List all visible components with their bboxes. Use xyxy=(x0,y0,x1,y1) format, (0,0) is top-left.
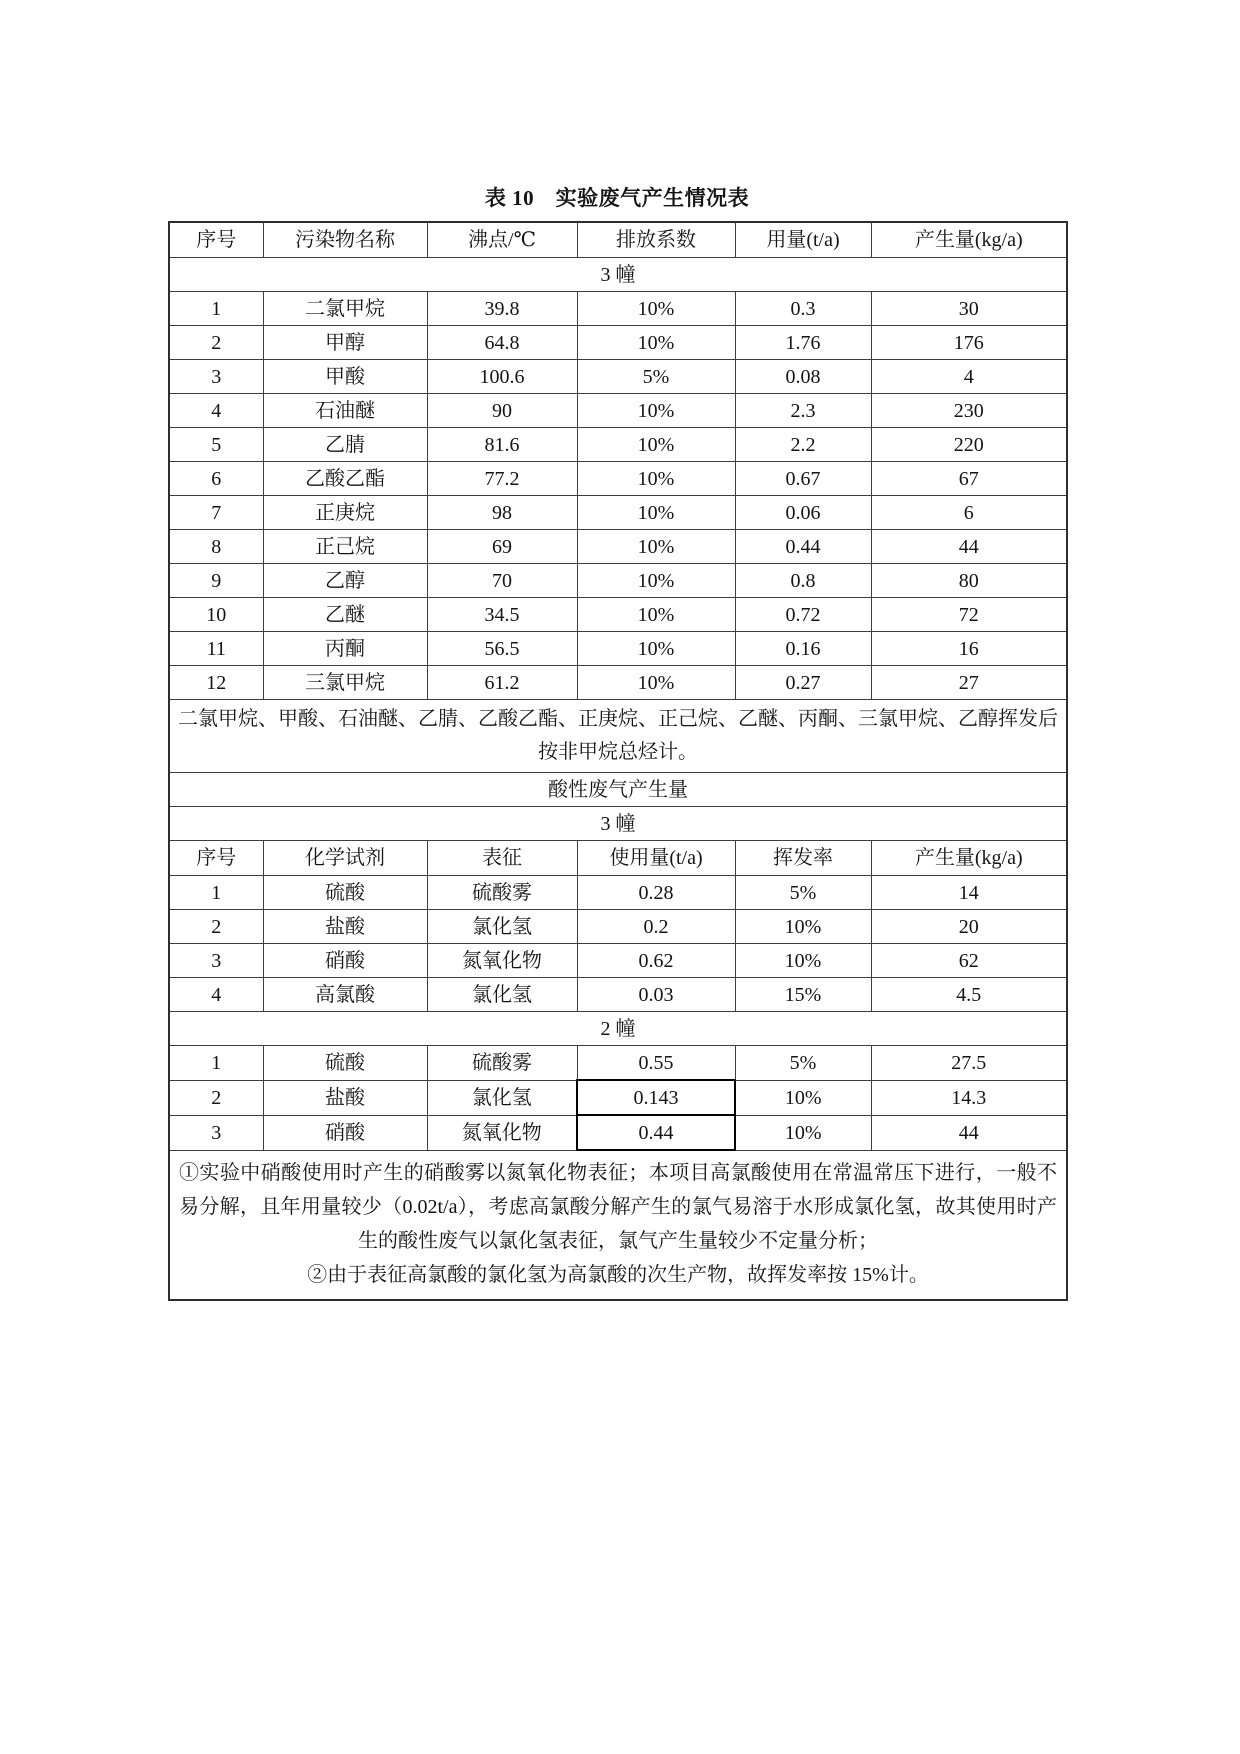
table-cell: 二氯甲烷 xyxy=(263,292,427,326)
table-cell: 0.44 xyxy=(735,530,871,564)
table-cell: 61.2 xyxy=(427,666,577,700)
acid-section-title-row xyxy=(169,773,1067,807)
table-cell: 10% xyxy=(577,462,735,496)
table-cell: 氯化氢 xyxy=(427,910,577,944)
table-cell: 20 xyxy=(871,910,1067,944)
table-cell: 2 xyxy=(169,910,263,944)
table-cell: 77.2 xyxy=(427,462,577,496)
table-cell: 9 xyxy=(169,564,263,598)
table-cell: 5% xyxy=(735,1046,871,1081)
table-cell: 7 xyxy=(169,496,263,530)
table-cell: 3 xyxy=(169,1115,263,1150)
table-cell: 10% xyxy=(577,292,735,326)
table-cell: 0.72 xyxy=(735,598,871,632)
table-cell: 乙醚 xyxy=(263,598,427,632)
table-cell: 氯化氢 xyxy=(427,1080,577,1115)
table-cell: 正庚烷 xyxy=(263,496,427,530)
table-cell: 氮氧化物 xyxy=(427,1115,577,1150)
table-cell: 10% xyxy=(577,666,735,700)
table-cell: 8 xyxy=(169,530,263,564)
table-cell: 正己烷 xyxy=(263,530,427,564)
table-cell: 硫酸 xyxy=(263,1046,427,1081)
table-cell: 70 xyxy=(427,564,577,598)
table-cell: 14 xyxy=(871,876,1067,910)
column-header: 用量(t/a) xyxy=(735,222,871,258)
table-cell: 10% xyxy=(735,1080,871,1115)
column-header: 沸点/℃ xyxy=(427,222,577,258)
table-cell: 1 xyxy=(169,1046,263,1081)
table-cell: 11 xyxy=(169,632,263,666)
solvent-row xyxy=(169,428,1067,462)
acid-row-building-2 xyxy=(169,1046,1067,1081)
table-cell: 62 xyxy=(871,944,1067,978)
solvent-row xyxy=(169,564,1067,598)
table-cell: 64.8 xyxy=(427,326,577,360)
acid-row-building-3 xyxy=(169,978,1067,1012)
table-cell: 氮氧化物 xyxy=(427,944,577,978)
footnote-paragraph: ②由于表征高氯酸的氯化氢为高氯酸的次生产物，故挥发率按 15%计。 xyxy=(307,1264,929,1286)
section-label: 2 幢 xyxy=(169,1012,1067,1046)
table-cell: 10 xyxy=(169,598,263,632)
table-cell: 34.5 xyxy=(427,598,577,632)
solvent-row xyxy=(169,666,1067,700)
table-cell: 1.76 xyxy=(735,326,871,360)
table-cell: 5 xyxy=(169,428,263,462)
table-cell: 2.3 xyxy=(735,394,871,428)
table-cell: 98 xyxy=(427,496,577,530)
table-cell: 3 xyxy=(169,944,263,978)
solvent-row xyxy=(169,360,1067,394)
solvent-row xyxy=(169,326,1067,360)
table-cell: 0.28 xyxy=(577,876,735,910)
footnote-paragraph: ①实验中硝酸使用时产生的硝酸雾以氮氧化物表征；本项目高氯酸使用在常温常压下进行，一般不易分解，且年用量较少（0.02t/a），考虑高氯酸分解产生的氯气易溶于水形成氯化氢，故其使用时产生的酸性废气以氯化氢表征，氯气产生量较少不定量分析； xyxy=(179,1162,1057,1252)
table-cell: 6 xyxy=(169,462,263,496)
table-cell: 69 xyxy=(427,530,577,564)
table-cell: 10% xyxy=(577,428,735,462)
table-cell: 硝酸 xyxy=(263,944,427,978)
solvent-row xyxy=(169,598,1067,632)
table-cell: 甲醇 xyxy=(263,326,427,360)
table-cell: 10% xyxy=(577,564,735,598)
table-cell: 16 xyxy=(871,632,1067,666)
table-cell: 三氯甲烷 xyxy=(263,666,427,700)
solvent-header-row xyxy=(169,222,1067,258)
table-cell: 39.8 xyxy=(427,292,577,326)
table-cell: 3 xyxy=(169,360,263,394)
column-header: 污染物名称 xyxy=(263,222,427,258)
table-cell: 氯化氢 xyxy=(427,978,577,1012)
table-cell: 56.5 xyxy=(427,632,577,666)
section-label: 3 幢 xyxy=(169,807,1067,841)
table-cell: 0.06 xyxy=(735,496,871,530)
table-cell: 2 xyxy=(169,326,263,360)
table-cell: 10% xyxy=(577,530,735,564)
column-header: 产生量(kg/a) xyxy=(871,841,1067,876)
table-cell: 27 xyxy=(871,666,1067,700)
acid-row-building-3 xyxy=(169,876,1067,910)
table-cell: 5% xyxy=(735,876,871,910)
table-cell: 0.143 xyxy=(577,1080,735,1115)
table-cell: 27.5 xyxy=(871,1046,1067,1081)
column-header: 表征 xyxy=(427,841,577,876)
solvent-row xyxy=(169,292,1067,326)
table-cell: 0.03 xyxy=(577,978,735,1012)
table-cell: 10% xyxy=(577,598,735,632)
table-cell: 甲酸 xyxy=(263,360,427,394)
table-cell: 1 xyxy=(169,876,263,910)
column-header: 化学试剂 xyxy=(263,841,427,876)
table-cell: 2 xyxy=(169,1080,263,1115)
column-header: 排放系数 xyxy=(577,222,735,258)
table-cell: 10% xyxy=(577,632,735,666)
section-row-building-3 xyxy=(169,258,1067,292)
table-cell: 0.67 xyxy=(735,462,871,496)
table-cell: 0.27 xyxy=(735,666,871,700)
column-header: 序号 xyxy=(169,841,263,876)
table-cell: 44 xyxy=(871,530,1067,564)
table-cell: 0.3 xyxy=(735,292,871,326)
table-title: 表 10 实验废气产生情况表 xyxy=(484,186,750,210)
acid-section-row-building-2 xyxy=(169,1012,1067,1046)
table-cell: 10% xyxy=(735,944,871,978)
waste-gas-table xyxy=(168,221,1068,1301)
table-cell: 81.6 xyxy=(427,428,577,462)
solvent-row xyxy=(169,530,1067,564)
table-cell: 10% xyxy=(577,394,735,428)
table-cell: 0.16 xyxy=(735,632,871,666)
table-cell: 14.3 xyxy=(871,1080,1067,1115)
table-cell: 72 xyxy=(871,598,1067,632)
section-label: 3 幢 xyxy=(169,258,1067,292)
table-cell: 盐酸 xyxy=(263,910,427,944)
table-cell: 高氯酸 xyxy=(263,978,427,1012)
table-cell: 0.8 xyxy=(735,564,871,598)
solvent-row xyxy=(169,496,1067,530)
table-cell: 硫酸 xyxy=(263,876,427,910)
solvent-row xyxy=(169,632,1067,666)
table-cell: 220 xyxy=(871,428,1067,462)
table-cell: 乙腈 xyxy=(263,428,427,462)
table-cell: 乙醇 xyxy=(263,564,427,598)
table-cell: 0.62 xyxy=(577,944,735,978)
table-cell: 4 xyxy=(871,360,1067,394)
table-cell: 230 xyxy=(871,394,1067,428)
table-cell: 乙酸乙酯 xyxy=(263,462,427,496)
table-cell: 10% xyxy=(577,496,735,530)
table-cell: 176 xyxy=(871,326,1067,360)
acid-section-row-building-3 xyxy=(169,807,1067,841)
solvent-row xyxy=(169,394,1067,428)
table-cell: 4.5 xyxy=(871,978,1067,1012)
table-cell: 67 xyxy=(871,462,1067,496)
table-cell: 80 xyxy=(871,564,1067,598)
table-cell: 12 xyxy=(169,666,263,700)
table-cell: 1 xyxy=(169,292,263,326)
table-cell: 15% xyxy=(735,978,871,1012)
table-cell: 10% xyxy=(735,1115,871,1150)
table-cell: 5% xyxy=(577,360,735,394)
table-cell: 盐酸 xyxy=(263,1080,427,1115)
table-cell: 10% xyxy=(735,910,871,944)
column-header: 挥发率 xyxy=(735,841,871,876)
table-cell: 硫酸雾 xyxy=(427,876,577,910)
table-cell: 硝酸 xyxy=(263,1115,427,1150)
table-cell: 100.6 xyxy=(427,360,577,394)
acid-row-building-2 xyxy=(169,1080,1067,1115)
table-cell: 硫酸雾 xyxy=(427,1046,577,1081)
table-cell: 44 xyxy=(871,1115,1067,1150)
acid-row-building-2 xyxy=(169,1115,1067,1150)
acid-row-building-3 xyxy=(169,944,1067,978)
table-cell: 0.55 xyxy=(577,1046,735,1081)
column-header: 产生量(kg/a) xyxy=(871,222,1067,258)
table-cell: 10% xyxy=(577,326,735,360)
footnote-cell xyxy=(169,1150,1067,1300)
table-cell: 4 xyxy=(169,978,263,1012)
table-cell: 丙酮 xyxy=(263,632,427,666)
solvent-row xyxy=(169,462,1067,496)
table-cell: 90 xyxy=(427,394,577,428)
column-header: 使用量(t/a) xyxy=(577,841,735,876)
table-cell: 2.2 xyxy=(735,428,871,462)
acid-row-building-3 xyxy=(169,910,1067,944)
table-cell: 0.44 xyxy=(577,1115,735,1150)
table-cell: 6 xyxy=(871,496,1067,530)
table-cell: 石油醚 xyxy=(263,394,427,428)
note-cell: 二氯甲烷、甲酸、石油醚、乙腈、乙酸乙酯、正庚烷、正己烷、乙醚、丙酮、三氯甲烷、乙醇挥发后按非甲烷总烃计。 xyxy=(169,700,1067,773)
column-header: 序号 xyxy=(169,222,263,258)
solvent-note-row xyxy=(169,700,1067,773)
table-cell: 30 xyxy=(871,292,1067,326)
table-cell: 4 xyxy=(169,394,263,428)
footnote-row xyxy=(169,1150,1067,1300)
acid-header-row xyxy=(169,841,1067,876)
section-label: 酸性废气产生量 xyxy=(169,773,1067,807)
table-cell: 0.08 xyxy=(735,360,871,394)
table-cell: 0.2 xyxy=(577,910,735,944)
